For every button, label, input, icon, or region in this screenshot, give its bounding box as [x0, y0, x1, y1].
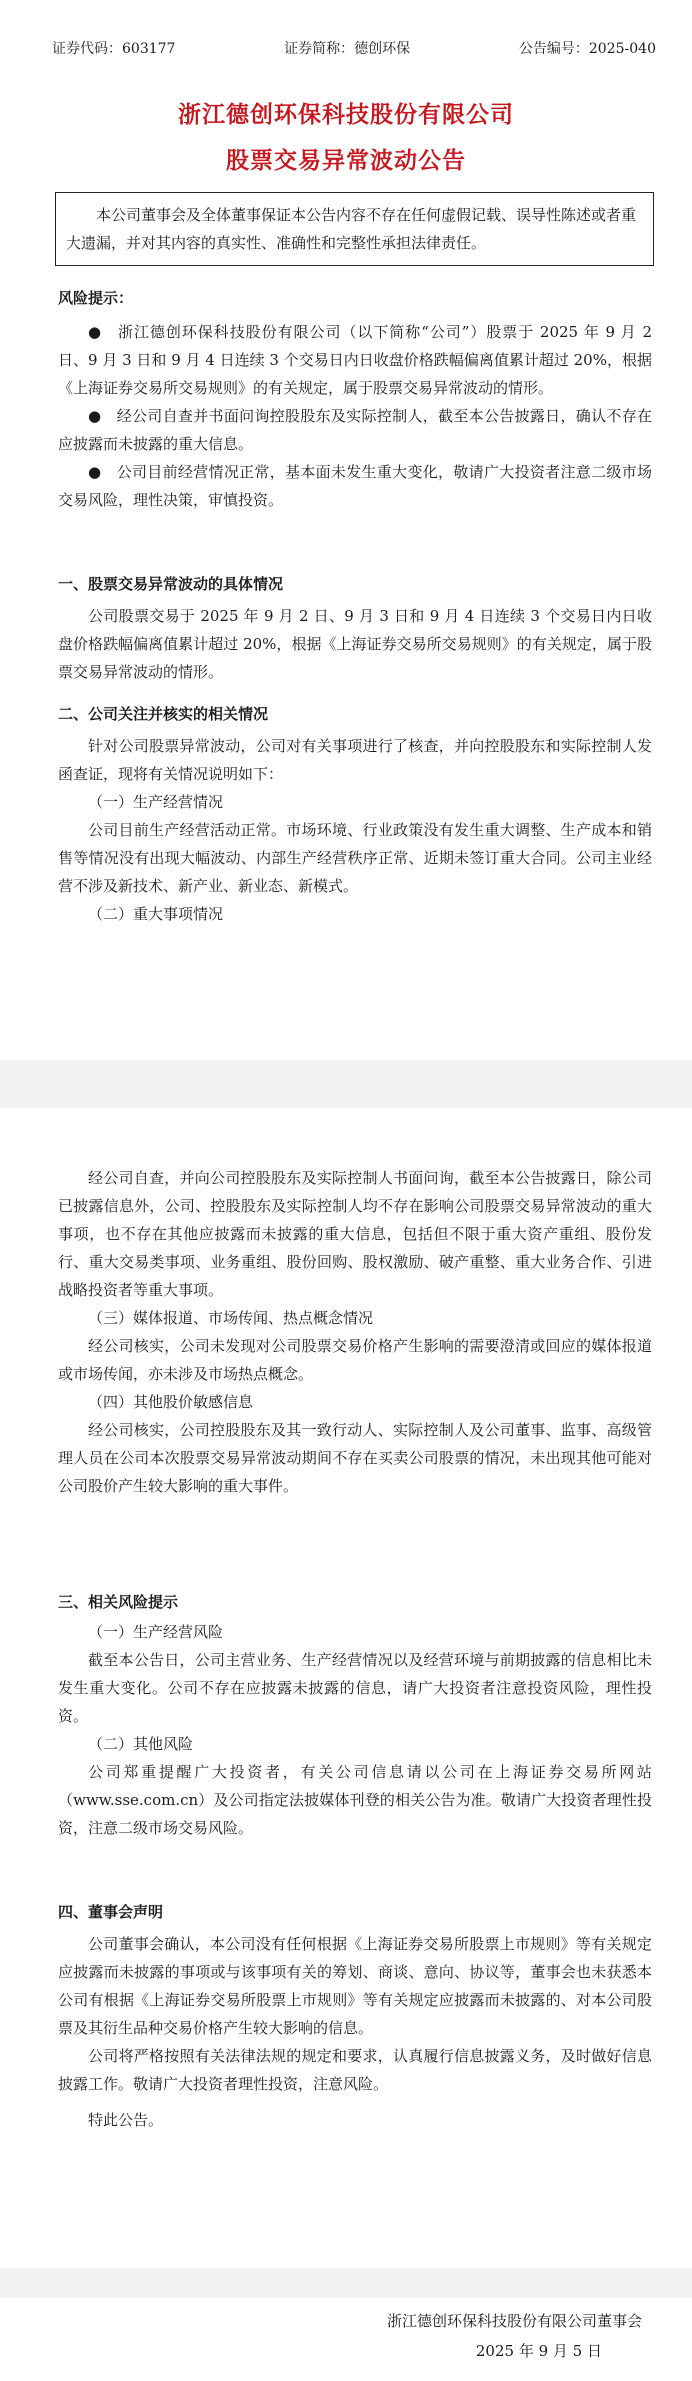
section-2-heading: 二、公司关注并核实的相关情况 — [58, 705, 269, 723]
page-2 — [0, 1108, 692, 2268]
risk-item-1: ● 浙江德创环保科技股份有限公司（以下简称“公司”）股票于 2025 年 9 月 2 日、9 月 3 日和 9 月 4 日连续 3 个交易日内日收盘价格跌幅偏离值累计超过 20%，根据《上海证券交易所交易规则》的有关规定，属于股票交易异常波动的情形。 — [58, 323, 652, 397]
section-4-body-2: 公司将严格按照有关法律法规的规定和要求，认真履行信息披露义务，及时做好信息披露工作。敬请广大投资者理性投资，注意风险。 — [58, 2047, 652, 2093]
stock-short-name: 证券简称：德创环保 — [284, 41, 411, 57]
signature-date: 2025 年 9 月 5 日 — [475, 2342, 602, 2360]
closing-text: 特此公告。 — [88, 2111, 164, 2129]
notice-title: 股票交易异常波动公告 — [226, 148, 466, 174]
section-4-heading: 四、董事会声明 — [58, 1903, 164, 1921]
section-3-sub-2-title: （二）其他风险 — [88, 1735, 194, 1753]
company-title: 浙江德创环保科技股份有限公司 — [178, 102, 514, 128]
risk-item-3: ● 公司目前经营情况正常，基本面未发生重大变化，敬请广大投资者注意二级市场交易风险，理性决策，审慎投资。 — [58, 463, 652, 509]
signature-block — [387, 2306, 642, 2366]
page-gap — [0, 2268, 692, 2298]
section-4-body-1: 公司董事会确认，本公司没有任何根据《上海证券交易所股票上市规则》等有关规定应披露而未披露的事项或与该事项有关的筹划、商谈、意向、协议等，董事会也未获悉本公司有根据《上海证券交易所股票上市规则》等有关规定应披露而未披露的、对本公司股票及其衍生品种交易价格产生较大影响的信息。 — [58, 1935, 652, 2037]
section-3-sub-1-title: （一）生产经营风险 — [88, 1623, 224, 1641]
section-4 — [58, 1898, 652, 2134]
section-2 — [58, 700, 652, 928]
section-2-sub-1-title: （一）生产经营情况 — [88, 793, 224, 811]
header-row — [52, 38, 656, 58]
section-2-sub-4-title: （四）其他股价敏感信息 — [88, 1393, 254, 1411]
section-2-intro: 针对公司股票异常波动，公司对有关事项进行了核查，并向控股股东和实际控制人发函查证，现将有关情况说明如下： — [58, 737, 652, 783]
risk-item-2: ● 经公司自查并书面问询控股股东及实际控制人，截至本公告披露日，确认不存在应披露而未披露的重大信息。 — [58, 407, 652, 453]
page-1 — [0, 0, 692, 1060]
section-2-sub-3-body: 经公司核实，公司未发现对公司股票交易价格产生影响的需要澄清或回应的媒体报道或市场传闻，亦未涉及市场热点概念。 — [58, 1337, 652, 1383]
section-1-body: 公司股票交易于 2025 年 9 月 2 日、9 月 3 日和 9 月 4 日连续 3 个交易日内日收盘价格跌幅偏离值累计超过 20%，根据《上海证券交易所交易规则》的有关规定，属于股票交易异常波动的情形。 — [58, 607, 652, 681]
stock-code: 证券代码：603177 — [52, 41, 176, 57]
section-2-sub-2-body: 经公司自查，并向公司控股股东及实际控制人书面问询，截至本公告披露日，除公司已披露信息外，公司、控股股东及实际控制人均不存在影响公司股票交易异常波动的重大事项，也不存在其他应披露而未披露的重大信息，包括但不限于重大资产重组、股份发行、重大交易类事项、业务重组、股份回购、股权激励、破产重整、重大业务合作、引进战略投资者等重大事项。 — [58, 1169, 652, 1299]
section-3-heading: 三、相关风险提示 — [58, 1593, 179, 1611]
section-1 — [58, 570, 652, 686]
section-2-sub-4-body: 经公司核实，公司控股股东及其一致行动人、实际控制人及公司董事、监事、高级管理人员在公司本次股票交易异常波动期间不存在买卖公司股票的情况，未出现其他可能对公司股价产生较大影响的重大事件。 — [58, 1421, 652, 1495]
page-3 — [0, 2298, 692, 2381]
section-2-sub-3-title: （三）媒体报道、市场传闻、热点概念情况 — [88, 1309, 374, 1327]
section-2-sub-2-title: （二）重大事项情况 — [88, 905, 224, 923]
section-2-continued — [58, 1164, 652, 1500]
risk-heading: 风险提示： — [58, 289, 134, 307]
section-1-heading: 一、股票交易异常波动的具体情况 — [58, 575, 284, 593]
section-3-sub-1-body: 截至本公告日，公司主营业务、生产经营情况以及经营环境与前期披露的信息相比未发生重大变化。公司不存在应披露未披露的信息，请广大投资者注意投资风险，理性投资。 — [58, 1651, 652, 1725]
section-3-sub-2-body: 公司郑重提醒广大投资者，有关公司信息请以公司在上海证券交易所网站（www.sse.com.cn）及公司指定法披媒体刊登的相关公告为准。敬请广大投资者理性投资，注意二级市场交易风险。 — [58, 1763, 652, 1837]
section-3 — [58, 1588, 652, 1842]
page-gap — [0, 1060, 692, 1108]
signature-board: 浙江德创环保科技股份有限公司董事会 — [386, 2312, 642, 2330]
section-2-sub-1-body: 公司目前生产经营活动正常。市场环境、行业政策没有发生重大调整、生产成本和销售等情况没有出现大幅波动、内部生产经营秩序正常、近期未签订重大合同。公司主业经营不涉及新技术、新产业、新业态、新模式。 — [58, 821, 652, 895]
notice-number: 公告编号：2025-040 — [518, 41, 656, 57]
risk-section — [58, 284, 652, 514]
board-statement-box: 本公司董事会及全体董事保证本公告内容不存在任何虚假记载、误导性陈述或者重大遗漏，并对其内容的真实性、准确性和完整性承担法律责任。 — [55, 192, 654, 266]
